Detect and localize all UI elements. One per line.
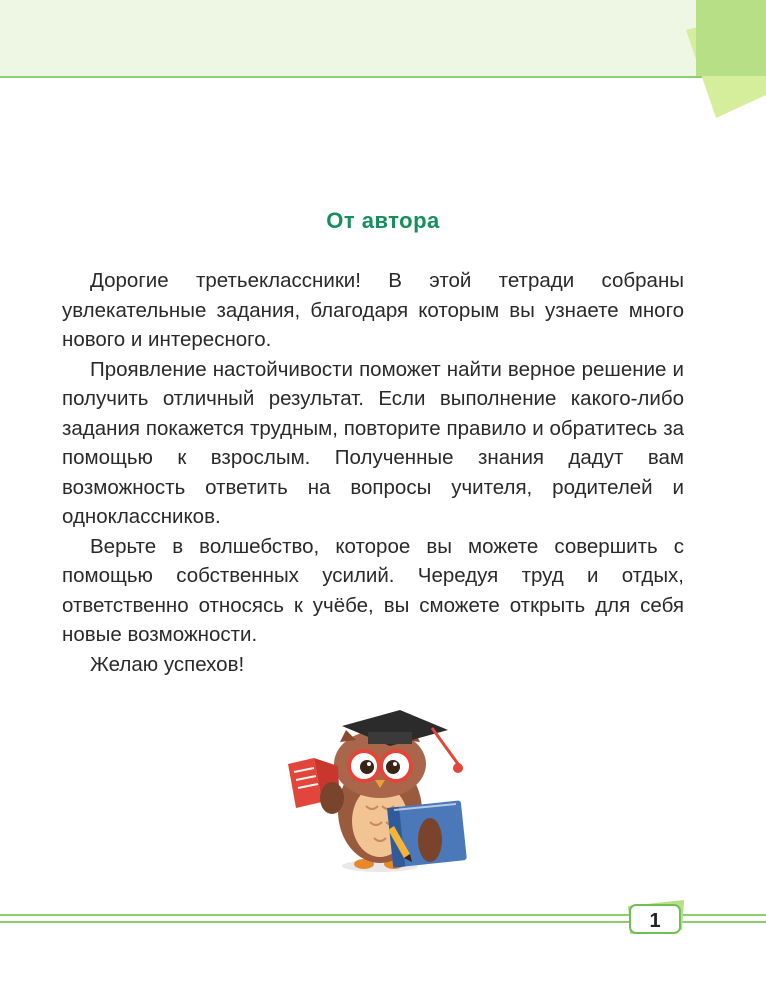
paragraph-2: Проявление настойчивости поможет найти верное решение и получить отличный результат. Если выполнение какого-либо задания покажется трудным, повторите правило и обратитесь за помощью к взрослым. Полученные знания дадут вам возможность ответить на вопросы учителя, родителей и одноклассников.	[62, 357, 684, 528]
body-text	[62, 266, 684, 679]
paragraph-3: Верьте в волшебство, которое вы можете совершить с помощью собственных усилий. Чередуя труд и отдых, ответственно относясь к учёбе, вы сможете открыть для себя новые возможности.	[62, 534, 684, 646]
page-title: От автора	[326, 208, 440, 233]
page-number: 1	[629, 904, 681, 934]
paragraph-4: Желаю успехов!	[90, 652, 245, 676]
corner-decoration	[646, 0, 766, 120]
paragraph-1: Дорогие третьеклассники! В этой тетради собраны увлекательные задания, благодаря которым вы узнаете много нового и интересного.	[62, 269, 684, 351]
owl-illustration	[282, 706, 474, 876]
